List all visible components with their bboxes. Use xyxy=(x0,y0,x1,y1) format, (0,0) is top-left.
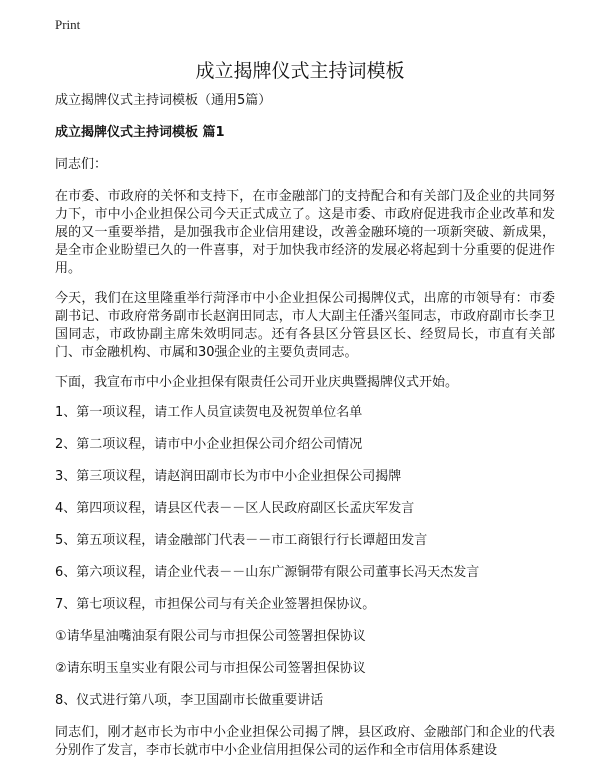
agenda-item: 6、第六项议程，请企业代表－－山东广源铜带有限公司董事长冯天杰发言 xyxy=(55,565,480,580)
print-link[interactable]: Print xyxy=(55,17,81,32)
agenda-item: 1、第一项议程，请工作人员宣读贺电及祝贺单位名单 xyxy=(55,405,363,420)
agenda-item: 2、第二项议程，请市中小企业担保公司介绍公司情况 xyxy=(55,437,363,452)
agenda-item: 5、第五项议程，请金融部门代表－－市工商银行行长谭超田发言 xyxy=(55,533,428,548)
paragraph-attendees: 今天，我们在这里隆重举行菏泽市中小企业担保公司揭牌仪式，出席的市领导有：市委副书记、市政府常务副市长赵润田同志，市人大副主任潘兴玺同志，市政府副市长李卫国同志，市政协副主席朱效明同志。还有各县区分管县区长、经贸局长，市直有关部门、市金融机构、市属和30强企业的主要负责同志。 xyxy=(55,291,555,360)
agenda-item: 4、第四项议程，请县区代表－－区人民政府副区长孟庆军发言 xyxy=(55,501,415,516)
document-title: 成立揭牌仪式主持词模板 xyxy=(195,60,405,82)
document-body xyxy=(55,92,555,760)
section-heading: 成立揭牌仪式主持词模板 篇1 xyxy=(55,125,225,140)
agenda-sub-item: ①请华星油嘴油泵有限公司与市担保公司签署担保协议 xyxy=(55,629,366,644)
agenda-item: 3、第三项议程，请赵润田副市长为市中小企业担保公司揭牌 xyxy=(55,469,402,484)
paragraph-intro: 在市委、市政府的关怀和支持下，在市金融部门的支持配合和有关部门及企业的共同努力下，市中小企业担保公司今天正式成立了。这是市委、市政府促进我市企业改革和发展的又一重要举措，是加强我市企业信用建设，改善金融环境的一项新突破、新成果，是全市企业盼望已久的一件喜事，对于加快我市经济的发展必将起到十分重要的促进作用。 xyxy=(55,189,555,276)
greeting: 同志们： xyxy=(55,157,108,172)
document-subtitle: 成立揭牌仪式主持词模板（通用5篇） xyxy=(55,93,272,108)
agenda-item: 7、第七项议程，市担保公司与有关企业签署担保协议。 xyxy=(55,597,376,612)
agenda-sub-item: ②请东明玉皇实业有限公司与市担保公司签署担保协议 xyxy=(55,661,366,676)
agenda-item: 8、仪式进行第八项，李卫国副市长做重要讲话 xyxy=(55,693,324,708)
paragraph-closing: 同志们，刚才赵市长为市中小企业担保公司揭了牌，县区政府、金融部门和企业的代表分别作了发言，李市长就市中小企业信用担保公司的运作和全市信用体系建设 xyxy=(55,725,555,758)
paragraph-announcement: 下面，我宣布市中小企业担保有限责任公司开业庆典暨揭牌仪式开始。 xyxy=(55,375,459,390)
